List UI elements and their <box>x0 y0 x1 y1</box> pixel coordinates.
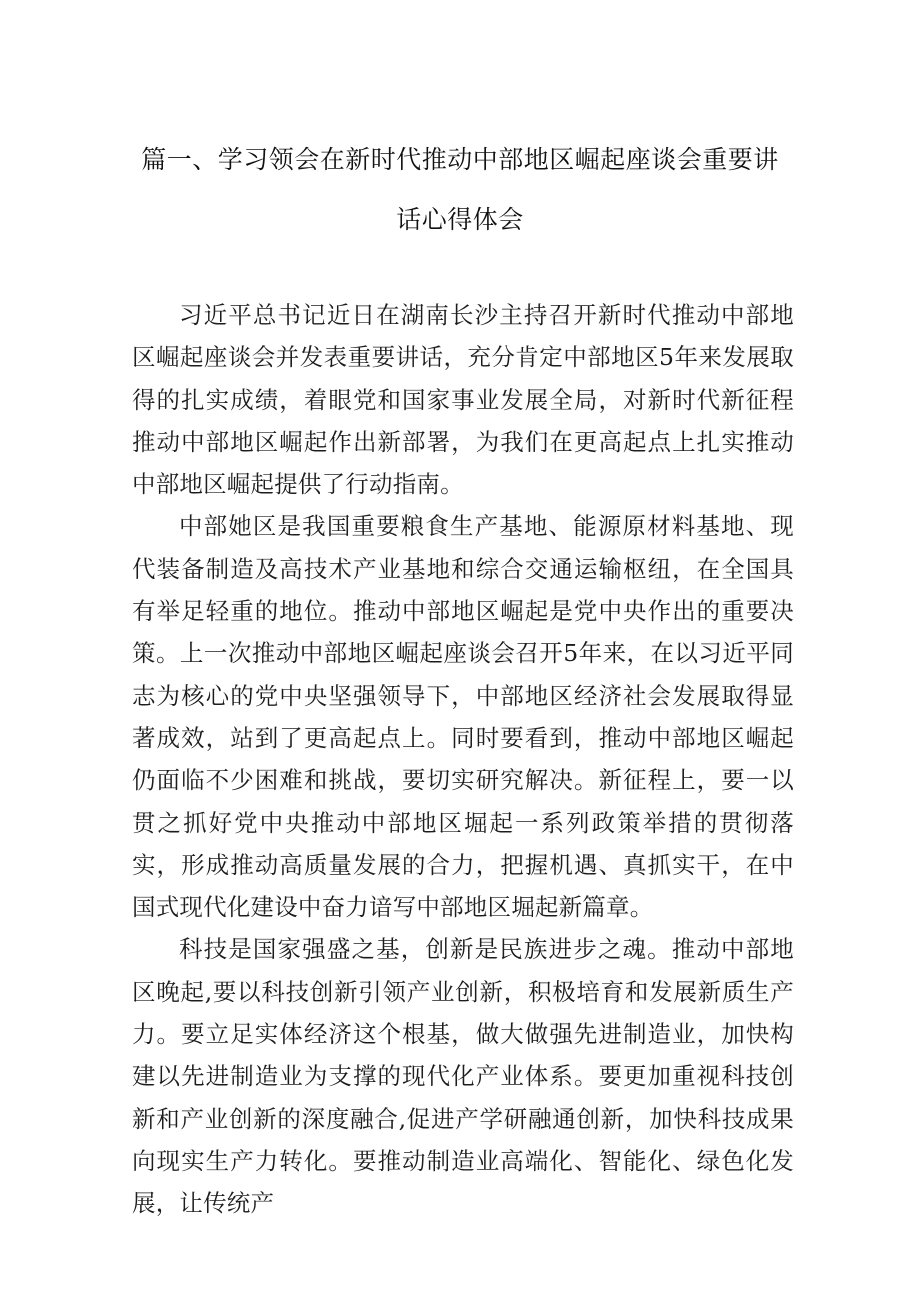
document-body <box>132 294 794 1225</box>
document-title-line-1: 篇一、学习领会在新时代推动中部地区崛起座谈会重要讲 <box>141 145 779 174</box>
paragraph-1: 习近平总书记近日在湖南长沙主持召开新时代推动中部地区崛起座谈会并发表重要讲话，充分肯定中部地区5年来发展取得的扎实成绩，着眼党和国家事业发展全局，对新时代新征程推动中部地区崛起作出新部署，为我们在更高起点上扎实推动中部地区崛起提供了行动指南。 <box>132 301 794 499</box>
paragraph-3: 科技是国家强盛之基，创新是民族进步之魂。推动中部地区晚起,要以科技创新引领产业创新，积极培育和发展新质生产力。要立足实体经济这个根基，做大做强先进制造业，加快构建以先进制造业为支撑的现代化产业体系。要更加重视科技创新和产业创新的深度融合,促进产学研融通创新，加快科技成果向现实生产力转化。要推动制造业高端化、智能化、绿色化发展，让传统产 <box>132 935 794 1218</box>
paragraph-2: 中部她区是我国重要粮食生产基地、能源原材料基地、现代装备制造及高技术产业基地和综合交通运输枢纽，在全国具有举足轻重的地位。推动中部地区崛起是党中央作出的重要决策。上一次推动中部地区崛起座谈会召开5年来，在以习近平同志为核心的党中央坚强领导下，中部地区经济社会发展取得显著成效，站到了更高起点上。同时要看到，推动中部地区崛起仍面临不少困难和挑战，要切实研究解决。新征程上，要一以贯之抓好党中央推动中部地区堀起一系列政策举措的贯彻落实，形成推动高质量发展的合力，把握机遇、真抓实干，在中国式现代化建设中奋力谙写中部地区堀起新篇章。 <box>132 512 794 922</box>
document-title-line-2: 话心得体会 <box>396 205 524 234</box>
